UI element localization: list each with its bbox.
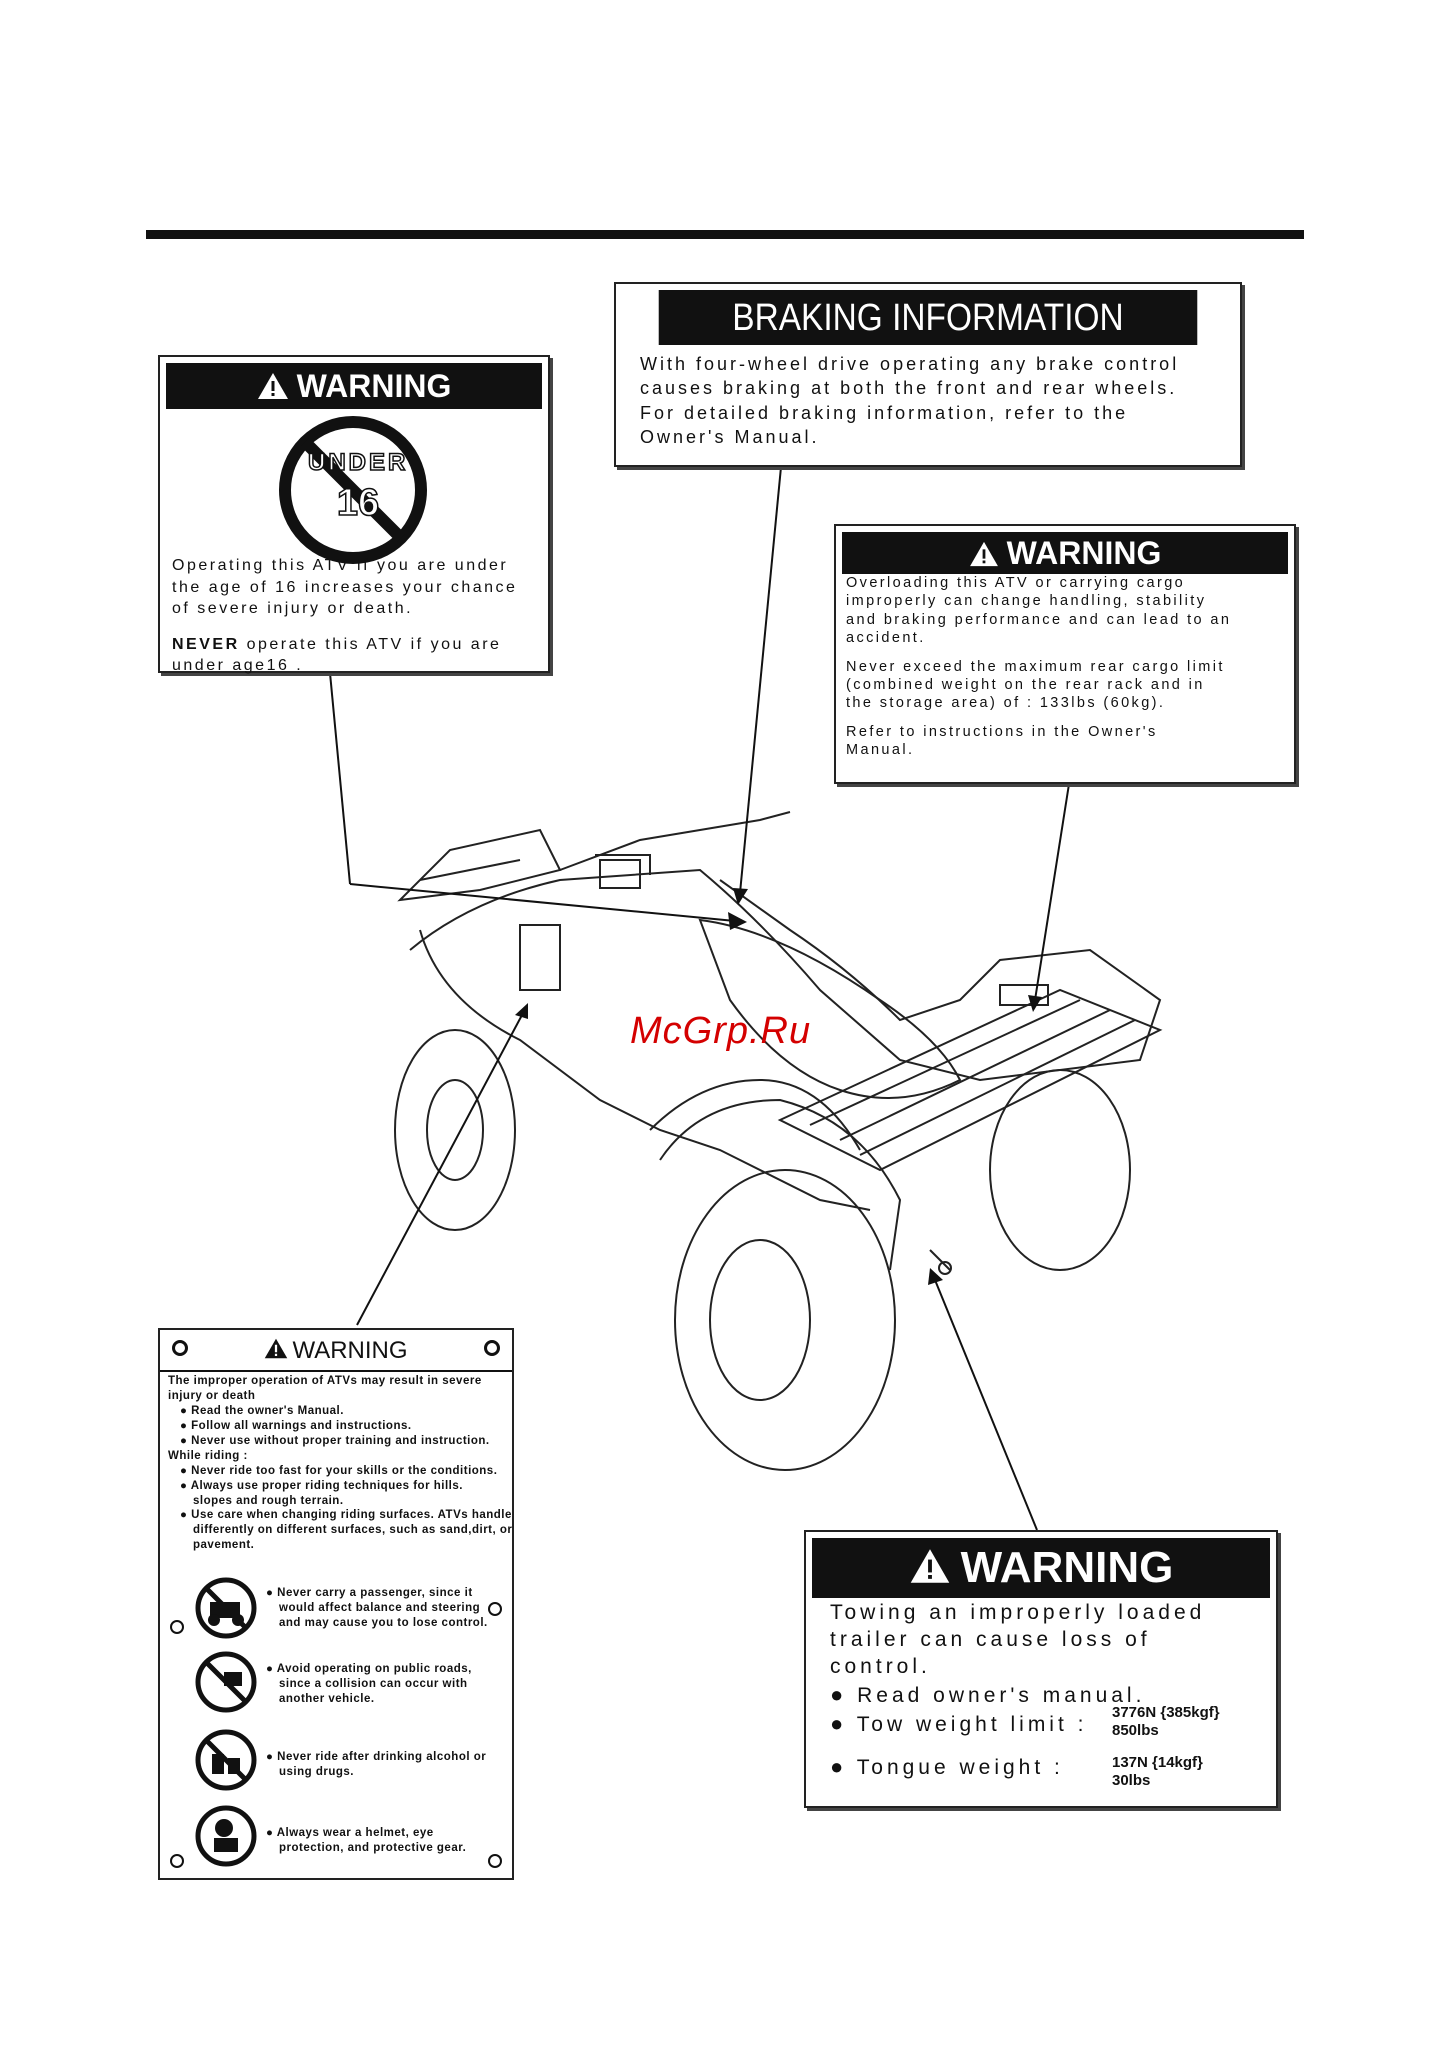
cargo-p2-l3: the storage area) of : 133lbs (60kg).	[846, 695, 1166, 712]
tow-b1: Read owner's manual.	[857, 1683, 1146, 1707]
general-intro1: The improper operation of ATVs may result in severe	[168, 1375, 482, 1387]
braking-line2: causes braking at both the front and rear wheels.	[640, 378, 1178, 399]
never-text: NEVER	[172, 635, 240, 653]
mount-hole-icon	[488, 1854, 502, 1868]
warning-tow-label: WARNING Towing an improperly loaded trailer can cause loss of control. ● Read owner's manual. ● Tow weight limit : 3776N {385kgf} 850lbs ● Tongue weight : 137N {14kgf} 30lbs	[804, 1530, 1278, 1808]
warning-general-label: WARNING The improper operation of ATVs may result in severe injury or death ● Read the owner's Manual. ● Follow all warnings and instructions. ● Never use without proper training and instruction. While riding : ● Never ride too fast for your skills or the conditions. ● Always use proper riding techniques for hills. slopes and rough terrain. ● Use care when changing riding surfaces. ATVs handle differently on different surfaces, such as sand,dirt, or pavement. ● Never carry a passenger, since it would affect balance and steering and may cause you to lose control. ● Avoid operating on public roads, since a collision can occur with another vehicle. ● Never ride after drinking alcohol or using drugs. ● Always wear a helmet, eye protection, and protective gear.	[158, 1328, 514, 1880]
tongue-newton: 137N {14kgf}	[1112, 1754, 1203, 1771]
warning-cargo-label	[834, 524, 1296, 784]
under16-line5: under age16 .	[172, 657, 304, 675]
tow-b2: Tow weight limit :	[856, 1712, 1088, 1736]
cargo-p1-l4: accident.	[846, 630, 926, 647]
warning-general-header: WARNING	[192, 1336, 480, 1366]
braking-header: BRAKING INFORMATION	[659, 290, 1198, 345]
warning-under16-label	[158, 355, 550, 673]
under16-line4: operate this ATV if you are	[239, 635, 502, 653]
general-p4b: protection, and protective gear.	[279, 1841, 467, 1854]
general-b1: Read the owner's Manual.	[191, 1404, 344, 1417]
helmet-gear-icon	[194, 1804, 258, 1873]
under16-line1: Operating this ATV if you are under	[172, 557, 509, 574]
cargo-p2-l2: (combined weight on the rear rack and in	[846, 677, 1205, 694]
braking-line1: With four-wheel drive operating any brake control	[640, 354, 1180, 374]
general-p2a: Avoid operating on public roads,	[276, 1663, 472, 1675]
tow-limit-lbs: 850lbs	[1112, 1722, 1159, 1739]
braking-info-label	[614, 282, 1242, 467]
under16-line3: of severe injury or death.	[172, 600, 414, 618]
general-p1a: Never carry a passenger, since it	[277, 1587, 473, 1599]
cargo-p3-l1: Refer to instructions in the Owner's	[846, 723, 1158, 740]
mount-hole-icon	[172, 1340, 188, 1356]
general-r3b: differently on different surfaces, such as sand,dirt, or	[193, 1524, 513, 1537]
general-p1b: would affect balance and steering	[279, 1601, 481, 1614]
general-r1: Never ride too fast for your skills or the conditions.	[191, 1464, 498, 1477]
general-r3a: Use care when changing riding surfaces. ATVs handle	[191, 1509, 512, 1522]
general-p1c: and may cause you to lose control.	[279, 1616, 488, 1629]
no-public-roads-icon	[194, 1650, 258, 1719]
general-p2c: another vehicle.	[279, 1692, 375, 1705]
warning-tow-header: WARNING	[812, 1538, 1270, 1598]
general-r2b: slopes and rough terrain.	[193, 1494, 344, 1507]
general-p2b: since a collision can occur with	[279, 1677, 468, 1690]
mount-hole-icon	[488, 1602, 502, 1616]
tow-l2: trailer can cause loss of	[830, 1627, 1151, 1651]
mount-hole-icon	[484, 1340, 500, 1356]
tongue-lbs: 30lbs	[1112, 1772, 1151, 1789]
under16-line2: the age of 16 increases your chance	[172, 578, 518, 596]
general-r2a: Always use proper riding techniques for hills.	[190, 1479, 463, 1492]
general-while: While riding :	[168, 1449, 248, 1462]
tow-b3: Tongue weight :	[856, 1756, 1064, 1779]
tow-limit-newton: 3776N {385kgf}	[1112, 1704, 1220, 1721]
cargo-p1-l2: improperly can change handling, stability	[846, 593, 1207, 610]
warning-triangle-icon	[264, 1337, 288, 1367]
no-alcohol-drugs-icon	[194, 1728, 258, 1797]
cargo-p1-l1: Overloading this ATV or carrying cargo	[846, 575, 1186, 591]
warning-triangle-icon	[257, 366, 289, 412]
tow-l3: control.	[830, 1654, 931, 1678]
general-b3: Never use without proper training and instruction.	[191, 1434, 490, 1447]
braking-line4: Owner's Manual.	[640, 426, 820, 447]
warning-triangle-icon	[969, 535, 999, 577]
mount-hole-icon	[170, 1620, 184, 1634]
cargo-p1-l3: and braking performance and can lead to an	[846, 611, 1232, 628]
under-text: UNDER	[308, 449, 409, 476]
general-p4a: Always wear a helmet, eye	[276, 1827, 434, 1839]
warning-triangle-icon	[909, 1540, 951, 1600]
cargo-p2-l1: Never exceed the maximum rear cargo limit	[846, 658, 1225, 675]
sixteen-text: 16	[336, 482, 380, 524]
tow-l1: Towing an improperly loaded	[830, 1601, 1206, 1624]
general-r3c: pavement.	[193, 1539, 255, 1552]
general-p3b: using drugs.	[279, 1765, 354, 1778]
no-passenger-icon	[194, 1576, 258, 1645]
cargo-p3-l2: Manual.	[846, 742, 915, 759]
general-intro2: injury or death	[168, 1389, 256, 1402]
general-b2: Follow all warnings and instructions.	[191, 1419, 412, 1432]
general-p3a: Never ride after drinking alcohol or	[277, 1751, 487, 1763]
warning-under16-header: WARNING	[166, 363, 542, 409]
watermark: McGrp.Ru	[630, 1010, 812, 1052]
mount-hole-icon	[170, 1854, 184, 1868]
warning-cargo-header: WARNING	[842, 532, 1288, 574]
braking-line3: For detailed braking information, refer to the	[640, 402, 1129, 423]
